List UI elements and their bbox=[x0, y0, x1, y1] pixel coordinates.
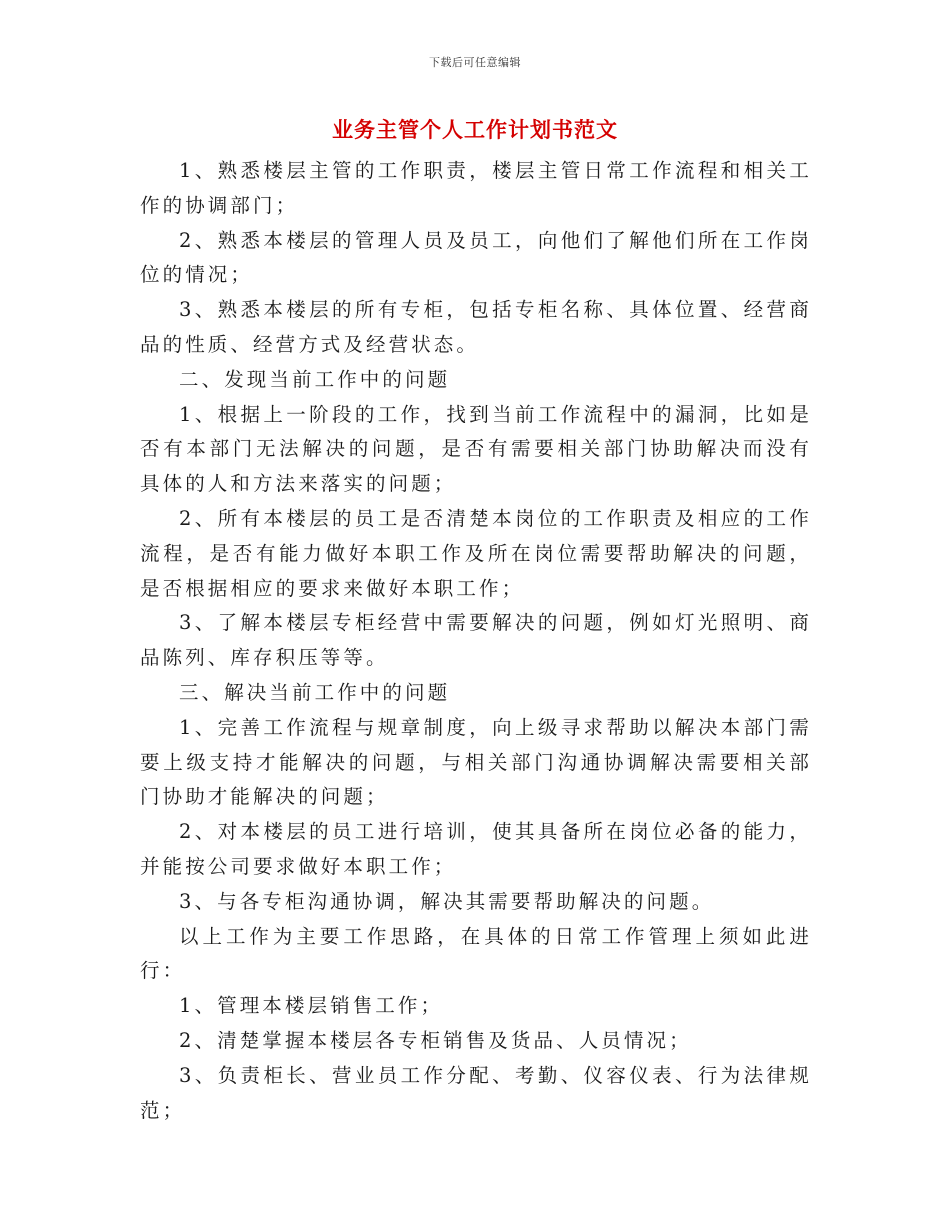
document-title: 业务主管个人工作计划书范文 bbox=[332, 117, 618, 142]
paragraph-1: 1、熟悉楼层主管的工作职责，楼层主管日常工作流程和相关工作的协调部门； bbox=[140, 159, 812, 217]
header-note: 下载后可任意编辑 bbox=[429, 56, 521, 69]
paragraph-8: 2、对本楼层的员工进行培训，使其具备所在岗位必备的能力，并能按公司要求做好本职工作； bbox=[140, 820, 812, 878]
paragraph-13: 3、负责柜长、营业员工作分配、考勤、仪容仪表、行为法律规范； bbox=[140, 1063, 812, 1122]
section-heading-2: 二、发现当前工作中的问题 bbox=[179, 367, 451, 391]
paragraph-10: 以上工作为主要工作思路，在具体的日常工作管理上须如此进行： bbox=[140, 924, 812, 983]
paragraph-12: 2、清楚掌握本楼层各专柜销售及货品、人员情况； bbox=[179, 1028, 692, 1052]
paragraph-5: 2、所有本楼层的员工是否清楚本岗位的工作职责及相应的工作流程，是否有能力做好本职工作及所在岗位需要帮助解决的问题，是否根据相应的要求来做好本职工作； bbox=[140, 506, 812, 600]
paragraph-6: 3、了解本楼层专柜经营中需要解决的问题，例如灯光照明、商品陈列、库存积压等等。 bbox=[140, 611, 812, 670]
paragraph-2: 2、熟悉本楼层的管理人员及员工，向他们了解他们所在工作岗位的情况； bbox=[140, 228, 812, 287]
paragraph-3: 3、熟悉本楼层的所有专柜，包括专柜名称、具体位置、经营商品的性质、经营方式及经营状态。 bbox=[140, 298, 812, 356]
document-body bbox=[140, 154, 812, 1128]
paragraph-4: 1、根据上一阶段的工作，找到当前工作流程中的漏洞，比如是否有本部门无法解决的问题，是否有需要相关部门协助解决而没有具体的人和方法来落实的问题； bbox=[140, 402, 812, 496]
paragraph-7: 1、完善工作流程与规章制度，向上级寻求帮助以解决本部门需要上级支持才能解决的问题，与相关部门沟通协调解决需要相关部门协助才能解决的问题； bbox=[140, 715, 812, 809]
paragraph-11: 1、管理本楼层销售工作； bbox=[179, 994, 444, 1018]
paragraph-9: 3、与各专柜沟通协调，解决其需要帮助解决的问题。 bbox=[179, 889, 715, 913]
section-heading-3: 三、解决当前工作中的问题 bbox=[179, 680, 451, 704]
